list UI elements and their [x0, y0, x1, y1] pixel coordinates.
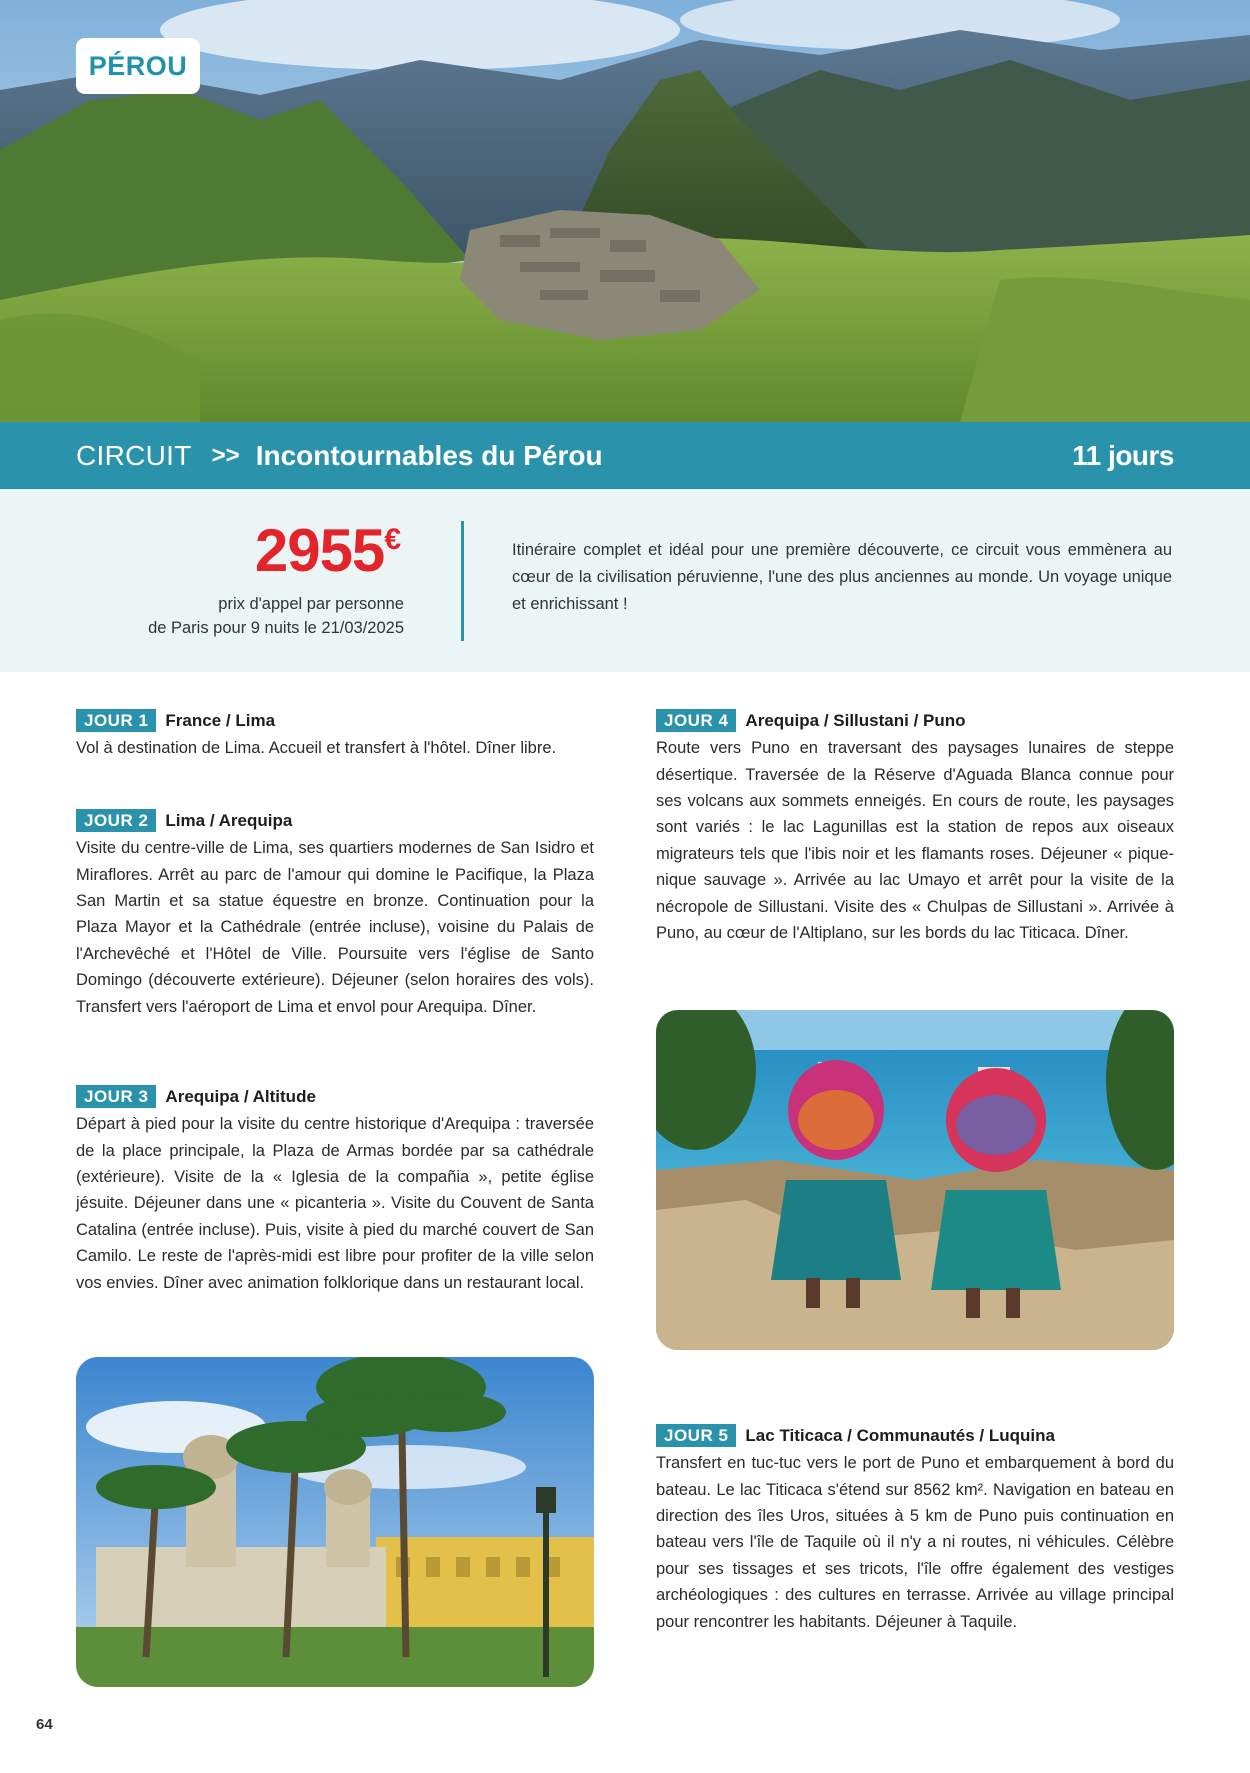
day-badge: JOUR 2 [76, 809, 156, 832]
hero-photo-machu-picchu [0, 0, 1250, 422]
price-note [64, 593, 404, 641]
page-number: 64 [36, 1716, 53, 1733]
circuit-title-bar [0, 422, 1250, 489]
lima-illustration [76, 1357, 594, 1687]
day-route: France / Lima [165, 711, 276, 730]
day-text: Vol à destination de Lima. Accueil et transfert à l'hôtel. Dîner libre. [76, 739, 557, 758]
day-route: Arequipa / Sillustani / Puno [745, 711, 966, 730]
andean-women-photo [656, 1010, 1174, 1350]
price-value: 2955 [254, 517, 385, 584]
day-block-3 [76, 1083, 594, 1296]
day-badge: JOUR 5 [656, 1424, 736, 1447]
day-text: Départ à pied pour la visite du centre historique d'Arequipa : traversée de la place principale, la Plaza de Armas bordée par sa cathédrale (extérieure). Visite de la « Iglesia de la compañia », petite église jésuite. Déjeuner dans une « picanteria ». Visite du Couvent de Santa Catalina (entrée incluse). Puis, visite à pied du marché couvert de San Camilo. Le reste de l'après-midi est libre pour profiter de la ville selon vos envies. Dîner avec animation folklorique dans un restaurant local. [76, 1115, 594, 1292]
day-block-5 [656, 1422, 1174, 1635]
country-tag: PÉROU [76, 38, 200, 94]
day-text: Visite du centre-ville de Lima, ses quartiers modernes de San Isidro et Miraflores. Arrêt au parc de l'amour qui domine le Pacifique, la Plaza San Martin et sa statue équestre en bronze. Continuation pour la Plaza Mayor et la Cathédrale (entrée incluse), voisine du Palais de l'Archevêché et l'Hôtel de Ville. Poursuite vers l'église de Santo Domingo (découverte extérieure). Déjeuner (selon horaires des vols). Transfert vers l'aéroport de Lima et envol pour Arequipa. Dîner. [76, 839, 594, 1016]
divider [461, 521, 464, 641]
lima-cathedral-photo [76, 1357, 594, 1687]
price-note-line-1: prix d'appel par personne [218, 595, 404, 613]
price-band [0, 489, 1250, 672]
day-route: Lac Titicaca / Communautés / Luquina [745, 1426, 1055, 1445]
day-block-2 [76, 807, 594, 1020]
circuit-label: CIRCUIT [76, 439, 192, 471]
day-text: Route vers Puno en traversant des paysages lunaires de steppe désertique. Traversée de la Réserve d'Aguada Blanca connue pour ses volcans aux sommets enneigés. En cours de route, les paysages sont variés : le lac Lagunillas est la station de repos aux oiseaux migrateurs tels que l'ibis noir et les flamants roses. Déjeuner « pique-nique sauvage ». Arrivée au lac Umayo et arrêt pour la visite de la nécropole de Sillustani. Visite des « Chulpas de Sillustani ». Arrivée à Puno, au cœur de l'Altiplano, sur les bords du lac Titicaca. Dîner. [656, 739, 1174, 942]
andean-women-illustration [656, 1010, 1174, 1350]
day-badge: JOUR 1 [76, 709, 156, 732]
double-chevron-icon: >> [211, 441, 240, 469]
price-currency: € [384, 523, 400, 556]
intro-text: Itinéraire complet et idéal pour une première découverte, ce circuit vous emmènera au cœur de la civilisation péruvienne, l'une des plus anciennes au monde. Un voyage unique et enrichissant ! [512, 541, 1172, 614]
day-badge: JOUR 3 [76, 1085, 156, 1108]
day-block-4 [656, 707, 1174, 946]
price [254, 517, 400, 584]
day-text: Transfert en tuc-tuc vers le port de Puno et embarquement à bord du bateau. Le lac Titicaca s'étend sur 8562 km². Navigation en bateau en direction des îles Uros, situées à 5 km de Puno puis continuation en bateau vers l'île de Taquile où il n'y a ni routes, ni véhicules. Célèbre pour ses tissages et ses tricots, l'île offre également des vestiges archéologiques : des cultures en terrasse. Arrivée au village principal pour rencontrer les habitants. Déjeuner à Taquile. [656, 1454, 1174, 1631]
day-route: Arequipa / Altitude [165, 1087, 316, 1106]
price-note-line-2: de Paris pour 9 nuits le 21/03/2025 [148, 618, 404, 637]
circuit-name: Incontournables du Pérou [255, 439, 603, 471]
day-route: Lima / Arequipa [165, 811, 293, 830]
day-badge: JOUR 4 [656, 709, 736, 732]
day-block-1 [76, 707, 594, 762]
circuit-duration: 11 jours [1072, 439, 1174, 471]
